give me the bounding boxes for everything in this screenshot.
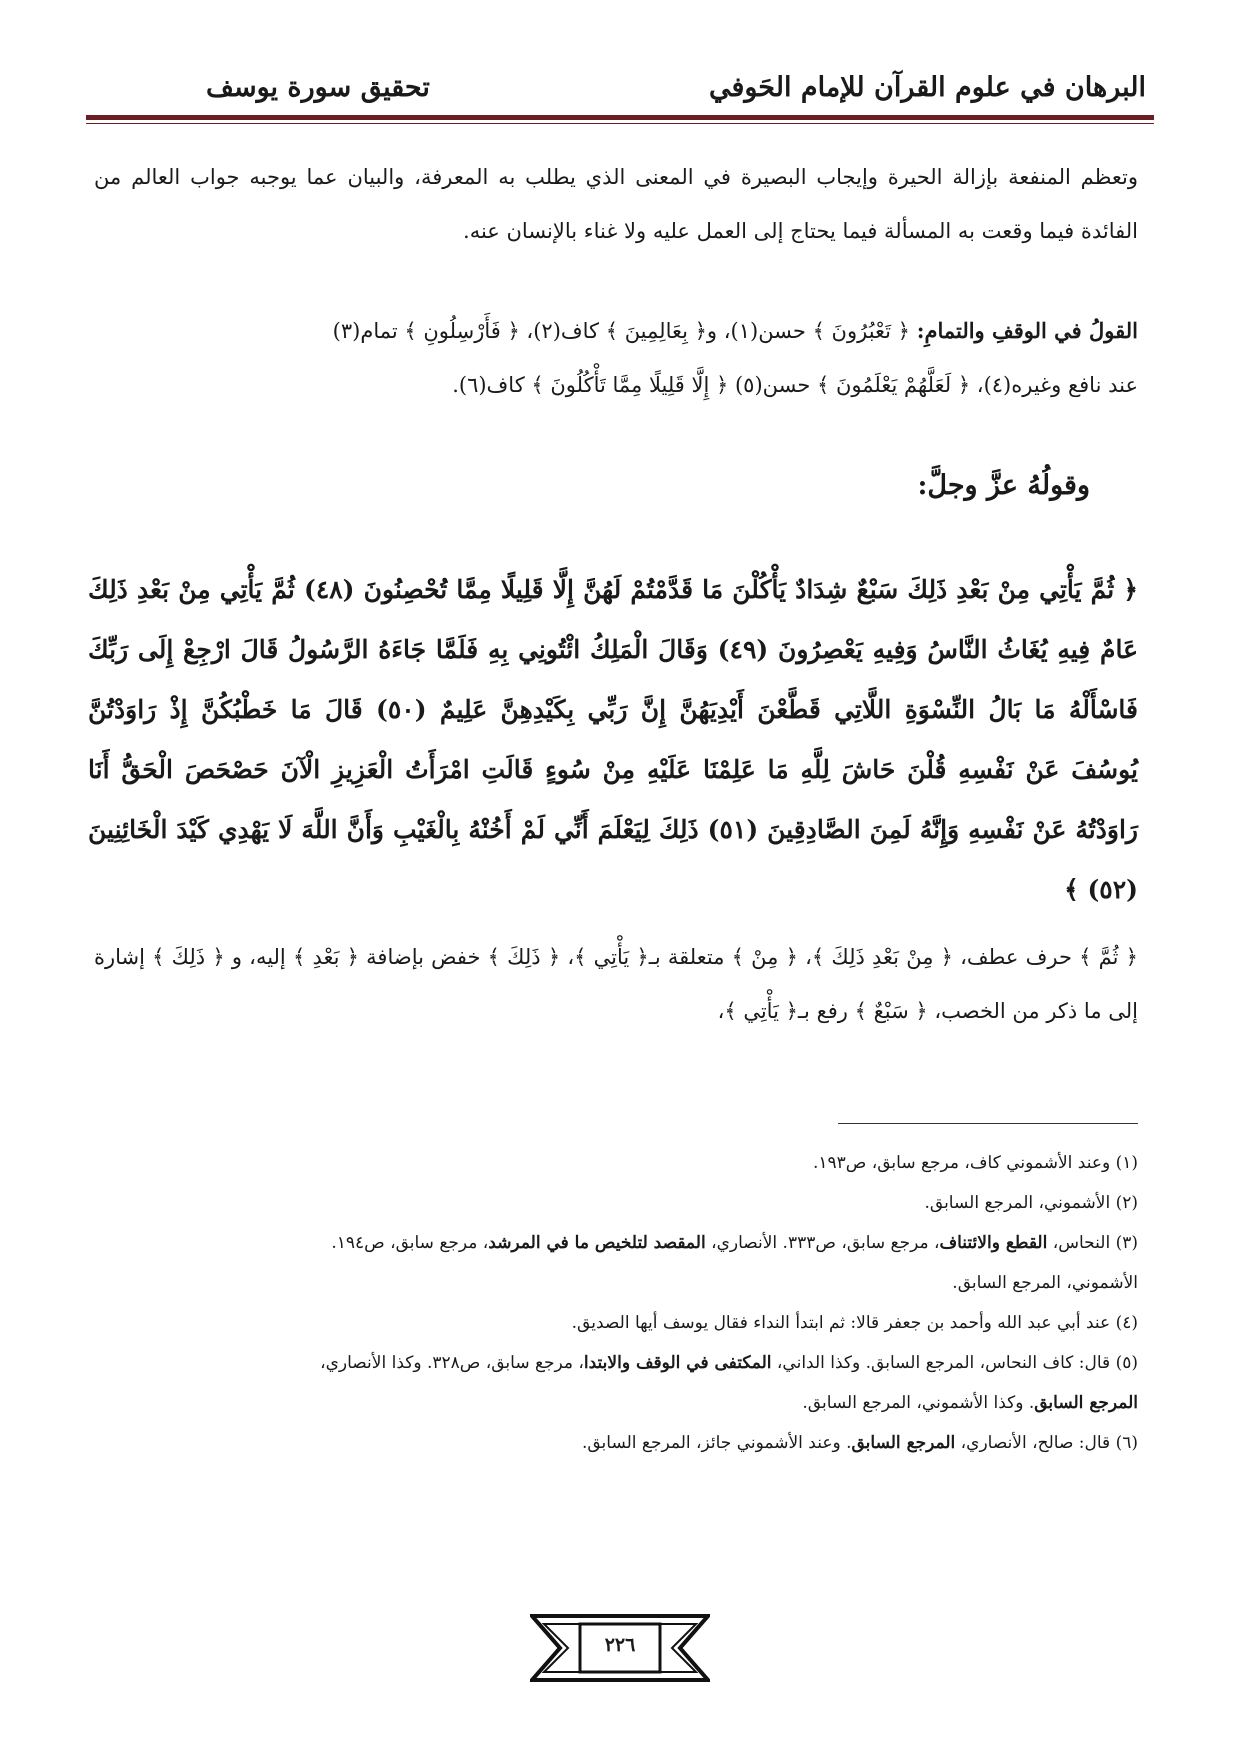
footnote-3-text: (٣) النحاس،: [1047, 1233, 1138, 1253]
footnote-5-text: (٥) قال: كاف النحاس، المرجع السابق. وكذا الداني،: [771, 1353, 1138, 1373]
footnote-5-continued: [94, 1383, 1138, 1423]
paragraph-2-line1: ﴿ تَعْبُرُونَ ﴾ حسن(١)، و﴿ بِعَالِمِينَ ﴾ كاف(٢)، ﴿ فَأَرْسِلُونِ ﴾ تمام(٣): [332, 319, 910, 343]
page-number: ٢٢٦: [604, 1634, 636, 1656]
footnote-3-continued: الأشموني، المرجع السابق.: [952, 1273, 1138, 1293]
footnote-1: (١) وعند الأشموني كاف، مرجع سابق، ص١٩٣.: [812, 1153, 1138, 1173]
footnote-3: [94, 1223, 1138, 1263]
header-rule-thin: [86, 123, 1154, 124]
footnote-5-text: ، مرجع سابق، ص٣٢٨. وكذا الأنصاري،: [320, 1353, 584, 1373]
footnote-5-text: . وكذا الأشموني، المرجع السابق.: [802, 1393, 1035, 1413]
header-rule-thick: [86, 115, 1154, 120]
page-header: [86, 72, 1154, 112]
footnote-4: (٤) عند أبي عبد الله وأحمد بن جعفر قالا: ثم ابتدأ النداء فقال يوسف أيها الصديق.: [571, 1313, 1138, 1333]
footnote-6-text: . وعند الأشموني جائز، المرجع السابق.: [581, 1433, 852, 1453]
footnote-2: (٢) الأشموني، المرجع السابق.: [924, 1193, 1138, 1213]
footnote-5: [94, 1343, 1138, 1383]
footnote-3-book-2: المقصد لتلخيص ما في المرشد: [488, 1233, 706, 1253]
paragraph-3: ﴿ ثُمَّ ﴾ حرف عطف، ﴿ مِنْ بَعْدِ ذَلِكَ ﴾، ﴿ مِنْ ﴾ متعلقة بـ﴿ يَأْتِي ﴾، ﴿ ذَلِكَ ﴾ خفض بإضافة ﴿ بَعْدِ ﴾ إليه، و ﴿ ذَلِكَ ﴾ إشارة إلى ما ذكر من الخصب، ﴿ سَبْعٌ ﴾ رفع بـ﴿ يَأْتِي ﴾،: [94, 945, 1138, 1023]
footnote-separator: [838, 1123, 1138, 1124]
footnote-5-book: المكتفى في الوقف والابتدا: [583, 1353, 772, 1373]
footnote-6-text: (٦) قال: صالح، الأنصاري،: [955, 1433, 1138, 1453]
book-title: البرهان في علوم القرآن للإمام الحَوفي: [708, 72, 1146, 103]
section-title: تحقيق سورة يوسف: [206, 72, 430, 103]
footnote-3-book-1: القطع والائتناف: [939, 1233, 1048, 1253]
footnote-6: [94, 1423, 1138, 1463]
section-heading: وقولُهُ عزَّ وجلَّ:: [917, 470, 1090, 501]
footnote-3-text: ، مرجع سابق، ص٣٣٣. الأنصاري،: [705, 1233, 940, 1253]
footnote-6-ref: المرجع السابق: [851, 1433, 956, 1453]
footnote-3-text: ، مرجع سابق، ص١٩٤.: [331, 1233, 489, 1253]
footnotes: [94, 1143, 1138, 1463]
paragraph-1: وتعظم المنفعة بإزالة الحيرة وإيجاب البصيرة في المعنى الذي يطلب به المعرفة، والبيان عما يوجبه جواب العالم من الفائدة فيما وقعت به المسألة فيما يحتاج إلى العمل عليه ولا غناء بالإنسان عنه.: [94, 165, 1138, 243]
paragraph-2: [94, 304, 1138, 412]
page-number-frame: [530, 1610, 710, 1686]
quran-verses: ﴿ ثُمَّ يَأْتِي مِنْ بَعْدِ ذَلِكَ سَبْعٌ شِدَادٌ يَأْكُلْنَ مَا قَدَّمْتُمْ لَهُنَّ إِلَّا قَلِيلًا مِمَّا تُحْصِنُونَ (٤٨) ثُمَّ يَأْتِي مِنْ بَعْدِ ذَلِكَ عَامٌ فِيهِ يُغَاثُ النَّاسُ وَفِيهِ يَعْصِرُونَ (٤٩) وَقَالَ الْمَلِكُ ائْتُونِي بِهِ فَلَمَّا جَاءَهُ الرَّسُولُ قَالَ ارْجِعْ إِلَى رَبِّكَ فَاسْأَلْهُ مَا بَالُ النِّسْوَةِ اللَّاتِي قَطَّعْنَ أَيْدِيَهُنَّ إِنَّ رَبِّي بِكَيْدِهِنَّ عَلِيمٌ (٥٠) قَالَ مَا خَطْبُكُنَّ إِذْ رَاوَدْتُنَّ يُوسُفَ عَنْ نَفْسِهِ قُلْنَ حَاشَ لِلَّهِ مَا عَلِمْنَا عَلَيْهِ مِنْ سُوءٍ قَالَتِ امْرَأَتُ الْعَزِيزِ الْآنَ حَصْحَصَ الْحَقُّ أَنَا رَاوَدْتُهُ عَنْ نَفْسِهِ وَإِنَّهُ لَمِنَ الصَّادِقِينَ (٥١) ذَلِكَ لِيَعْلَمَ أَنِّي لَمْ أَخُنْهُ بِالْغَيْبِ وَأَنَّ اللَّهَ لَا يَهْدِي كَيْدَ الْخَائِنِينَ (٥٢) ﴾: [88, 575, 1138, 904]
paragraph-2-line2: عند نافع وغيره(٤)، ﴿ لَعَلَّهُمْ يَعْلَمُونَ ﴾ حسن(٥) ﴿ إِلَّا قَلِيلًا مِمَّا تَأْكُلُونَ ﴾ كاف(٦).: [452, 373, 1138, 397]
paragraph-2-lead: القولُ في الوقفِ والتمامِ:: [916, 318, 1138, 343]
footnote-5-ref: المرجع السابق: [1034, 1393, 1138, 1413]
